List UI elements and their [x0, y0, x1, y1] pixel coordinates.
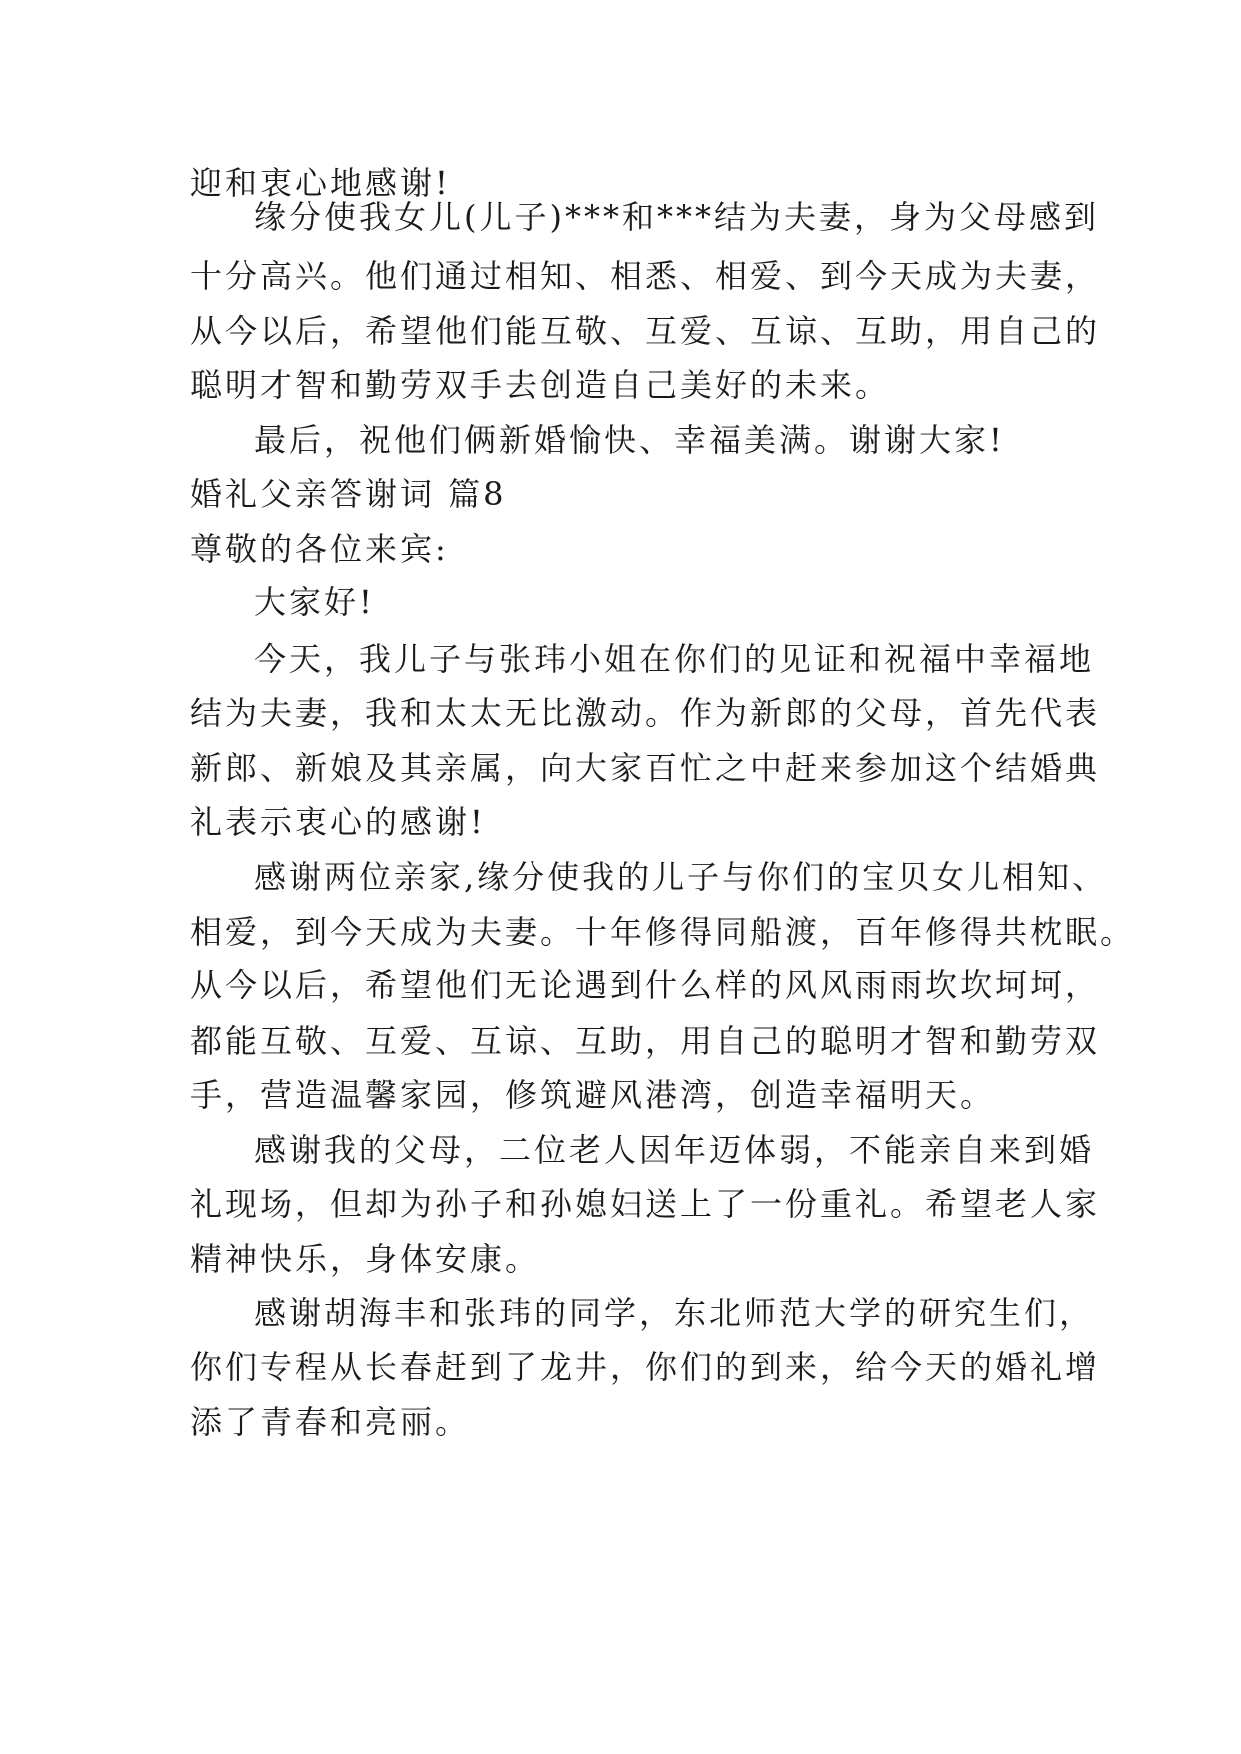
paragraph-line: 礼现场，但却为孙子和孙媳妇送上了一份重礼。希望老人家: [190, 1185, 1101, 1223]
paragraph-line: 从今以后，希望他们无论遇到什么样的风风雨雨坎坎坷坷，: [190, 966, 1101, 1004]
paragraph-line: 精神快乐，身体安康。: [190, 1240, 541, 1278]
paragraph-line: 结为夫妻，我和太太无比激动。作为新郎的父母，首先代表: [190, 694, 1101, 732]
paragraph-line: 迎和衷心地感谢!: [190, 164, 451, 202]
section-heading: 婚礼父亲答谢词 篇8: [190, 475, 507, 513]
paragraph-line: 缘分使我女儿(儿子)***和***结为夫妻，身为父母感到: [254, 198, 1099, 236]
paragraph-line: 感谢胡海丰和张玮的同学，东北师范大学的研究生们，: [254, 1294, 1095, 1332]
paragraph-line: 十分高兴。他们通过相知、相悉、相爱、到今天成为夫妻，: [190, 257, 1101, 295]
paragraph-line: 礼表示衷心的感谢!: [190, 803, 486, 841]
paragraph-line: 手，营造温馨家园，修筑避风港湾，创造幸福明天。: [190, 1076, 996, 1114]
paragraph-line: 最后，祝他们俩新婚愉快、幸福美满。谢谢大家!: [254, 421, 1005, 459]
paragraph-line: 感谢我的父母，二位老人因年迈体弱，不能亲自来到婚: [254, 1131, 1095, 1169]
paragraph-line: 今天，我儿子与张玮小姐在你们的见证和祝福中幸福地: [254, 640, 1095, 678]
paragraph-line: 都能互敬、互爱、互谅、互助，用自己的聪明才智和勤劳双: [190, 1022, 1101, 1060]
paragraph-line: 添了青春和亮丽。: [190, 1403, 471, 1441]
paragraph-line: 相爱，到今天成为夫妻。十年修得同船渡，百年修得共枕眠。: [190, 913, 1136, 951]
paragraph-line: 聪明才智和勤劳双手去创造自己美好的未来。: [190, 366, 891, 404]
paragraph-line: 新郎、新娘及其亲属，向大家百忙之中赶来参加这个结婚典: [190, 749, 1101, 787]
paragraph-line: 感谢两位亲家,缘分使我的儿子与你们的宝贝女儿相知、: [254, 858, 1108, 896]
paragraph-line: 从今以后，希望他们能互敬、互爱、互谅、互助，用自己的: [190, 312, 1101, 350]
salutation: 尊敬的各位来宾:: [190, 530, 449, 568]
paragraph-line: 你们专程从长春赶到了龙井，你们的到来，给今天的婚礼增: [190, 1348, 1101, 1386]
greeting: 大家好!: [254, 583, 375, 621]
